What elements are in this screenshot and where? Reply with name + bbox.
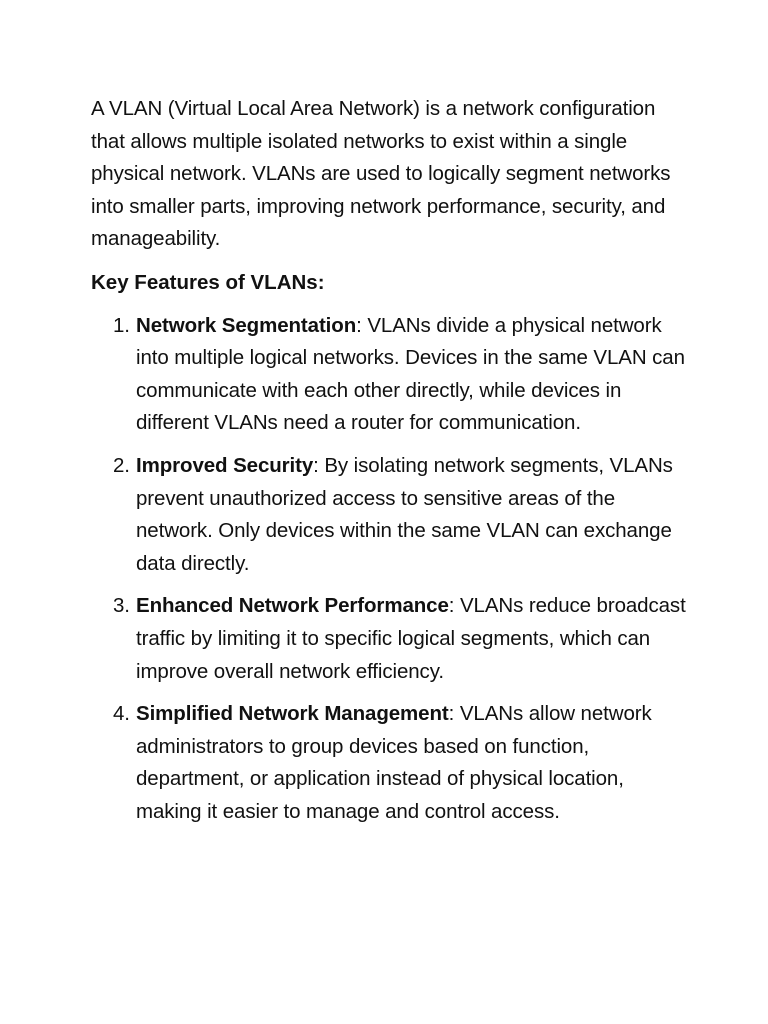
feature-number: 3.: [113, 594, 130, 618]
feature-list: [91, 310, 691, 829]
feature-number: 2.: [113, 453, 130, 477]
feature-number: 1.: [113, 313, 130, 337]
intro-paragraph: A VLAN (Virtual Local Area Network) is a network configuration that allows multiple isolated networks to exist within a single physical network. VLANs are used to logically segment networks into smaller parts, improving network performance, security, and manageability.: [91, 97, 671, 251]
feature-text: : VLANs allow network administrators to group devices based on function, department, or application instead of physical location, making it easier to manage and control access.: [136, 702, 652, 823]
feature-item-management: [91, 698, 691, 828]
feature-text: : VLANs divide a physical network into multiple logical networks. Devices in the same VLAN can communicate with each other directly, while devices in different VLANs need a router for communication.: [136, 313, 685, 435]
section-heading: Key Features of VLANs:: [91, 270, 325, 294]
feature-number: 4.: [113, 702, 130, 726]
feature-item-segmentation: [91, 310, 691, 440]
feature-item-performance: [91, 590, 691, 688]
feature-text: : By isolating network segments, VLANs prevent unauthorized access to sensitive areas of the network. Only devices within the same VLAN can exchange data directly.: [136, 453, 673, 575]
feature-title: Network Segmentation: [136, 313, 357, 337]
feature-item-security: [91, 450, 691, 580]
feature-text: : VLANs reduce broadcast traffic by limiting it to specific logical segments, which can improve overall network efficiency.: [136, 594, 686, 683]
feature-title: Enhanced Network Performance: [136, 594, 449, 618]
feature-title: Simplified Network Management: [136, 702, 449, 726]
document-page: [91, 93, 691, 838]
feature-title: Improved Security: [136, 453, 314, 477]
